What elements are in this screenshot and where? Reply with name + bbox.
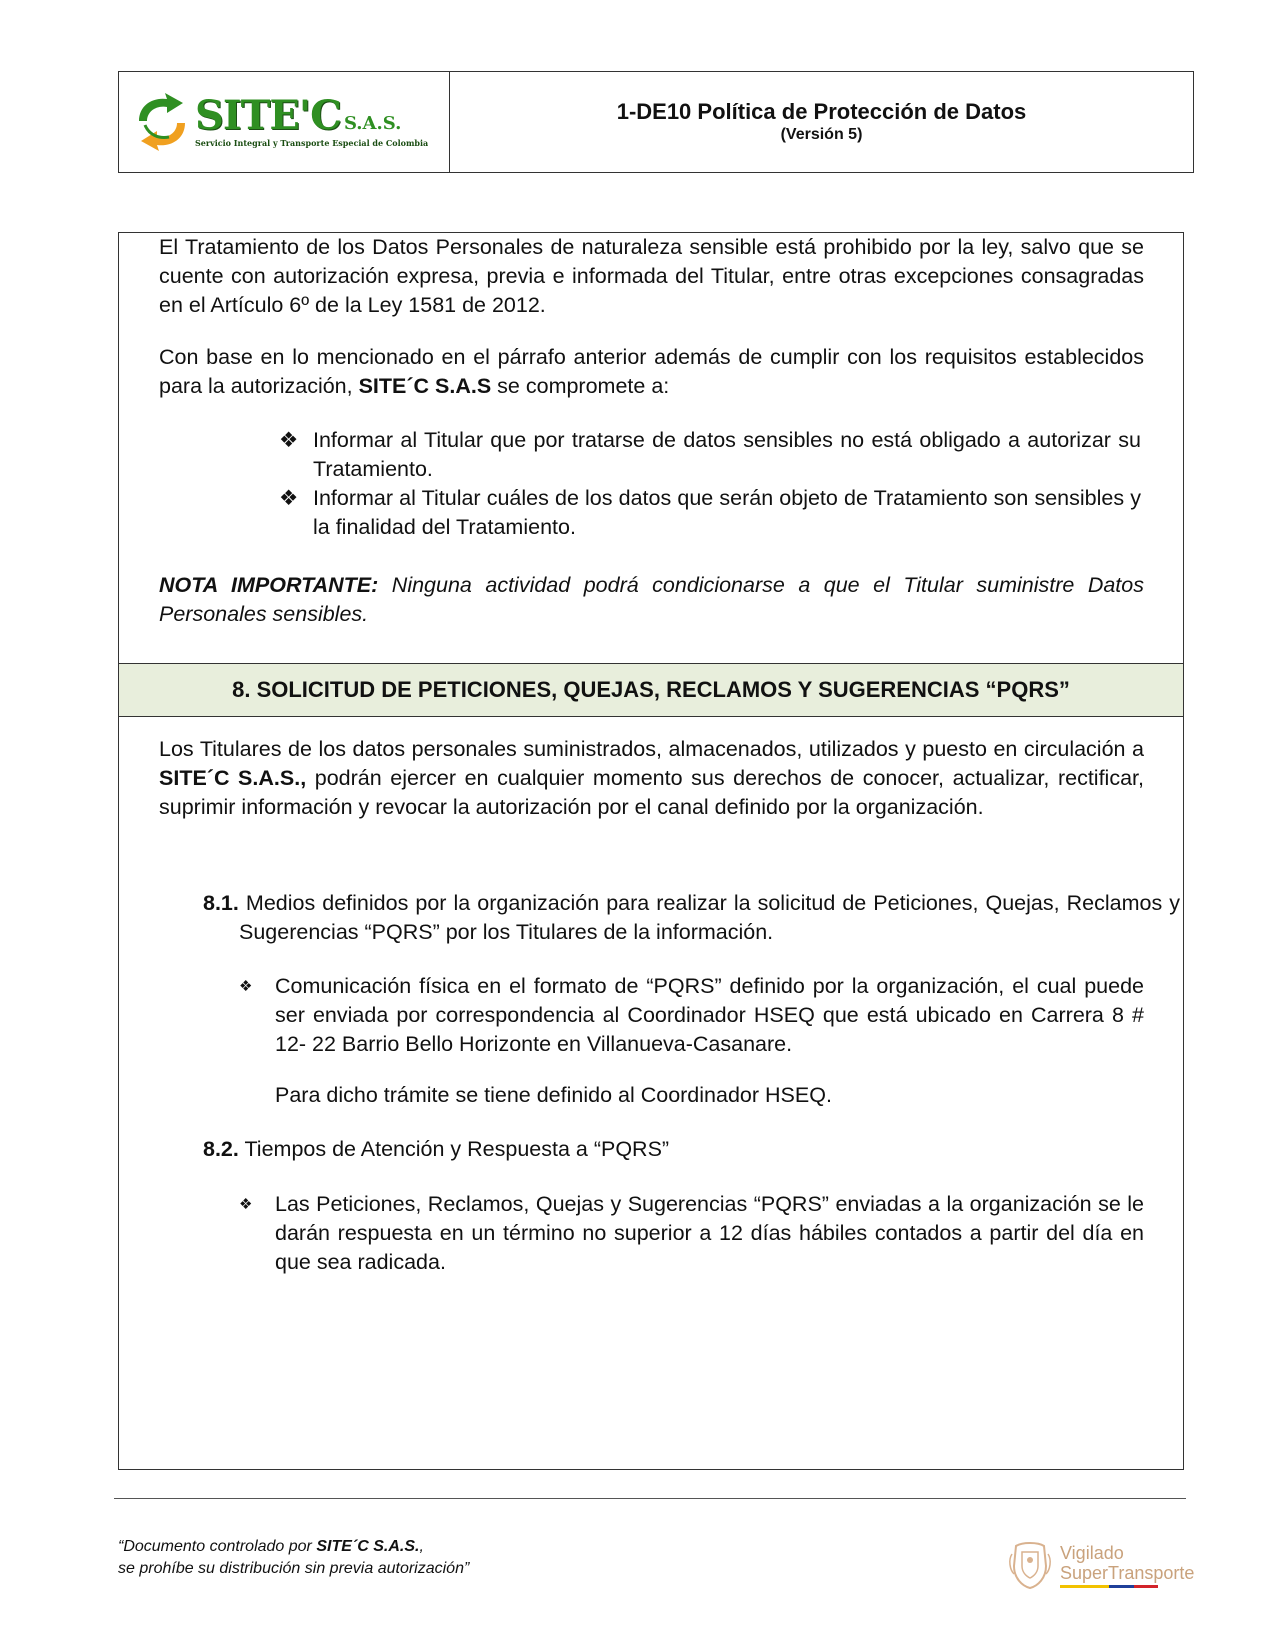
- hseq-responsible: Para dicho trámite se tiene definido al Coordinador HSEQ.: [275, 1083, 832, 1107]
- list-item-text: Comunicación física en el formato de “PQRS” definido por la organización, el cual puede ser enviada por correspondencia al Coordinador HSEQ que está ubicado en Carrera 8 # 12- 22 Barrio Bello Horizonte en Villanueva-Casanare.: [275, 974, 1144, 1056]
- section-8-heading: 8. SOLICITUD DE PETICIONES, QUEJAS, RECLAMOS Y SUGERENCIAS “PQRS”: [119, 663, 1183, 717]
- subsection-text: Tiempos de Atención y Respuesta a “PQRS”: [238, 1137, 670, 1161]
- recycle-arrows-icon: [131, 91, 193, 153]
- title-cell: [450, 72, 1193, 172]
- diamond-bullet-icon: ❖: [279, 486, 299, 510]
- footer-control-note: [118, 1536, 469, 1580]
- document-version: (Versión 5): [780, 126, 863, 143]
- footer-text: “Documento controlado por: [118, 1538, 317, 1555]
- section-8-intro: [159, 735, 1144, 822]
- colombia-flag-stripe: [1060, 1585, 1158, 1588]
- flag-red: [1134, 1585, 1159, 1588]
- paragraph-text: podrán ejercer en cualquier momento sus derechos de conocer, actualizar, rectificar, suprimir información y revocar la autorización por el canal definido por la organización.: [159, 766, 1144, 819]
- flag-yellow: [1060, 1585, 1109, 1588]
- note-text: Ninguna actividad podrá condicionarse a que el Titular suministre Datos Personales sensibles.: [159, 573, 1144, 626]
- paragraph-text: Los Titulares de los datos personales suministrados, almacenados, utilizados y puesto en circulación a: [159, 737, 1144, 761]
- footer-text: se prohíbe su distribución sin previa autorización”: [118, 1560, 470, 1577]
- flag-blue: [1109, 1585, 1134, 1588]
- list-item-text: Las Peticiones, Reclamos, Quejas y Sugerencias “PQRS” enviadas a la organización se le darán respuesta en un término no superior a 12 días hábiles contados a partir del día en que sea radicada.: [275, 1192, 1144, 1274]
- paragraph-text: se compromete a:: [491, 374, 670, 398]
- company-name: SITE´C S.A.S.,: [159, 766, 307, 790]
- subsection-8-1: [203, 889, 1180, 947]
- logo-cell: [119, 72, 450, 172]
- footer-divider: [114, 1498, 1186, 1499]
- diamond-bullet-icon: ❖: [239, 1196, 253, 1213]
- document-title: 1-DE10 Política de Protección de Datos: [616, 99, 1027, 124]
- subsection-8-2: [203, 1135, 1144, 1164]
- list-item: [239, 1190, 1144, 1277]
- note-label: NOTA IMPORTANTE:: [159, 573, 379, 597]
- paragraph-text: Con base en lo mencionado en el párrafo anterior además de cumplir con los requisitos establecidos para la autorización,: [159, 345, 1144, 398]
- list-item-text: Informar al Titular que por tratarse de datos sensibles no está obligado a autorizar su Tratamiento.: [313, 428, 1141, 481]
- content-box: [118, 232, 1184, 1470]
- company-name: SITE´C S.A.S: [358, 374, 492, 398]
- coat-of-arms-icon: [1008, 1540, 1052, 1590]
- diamond-bullet-icon: ❖: [279, 428, 299, 452]
- vigilado-label: Vigilado: [1060, 1542, 1124, 1563]
- vigilado-supertransporte-badge: [1008, 1540, 1194, 1590]
- paragraph-sensitive-data: El Tratamiento de los Datos Personales de naturaleza sensible está prohibido por la ley, salvo que se cuente con autorización expresa, previa e informada del Titular, entre otras excepciones consagradas en el Artículo 6º de la Ley 1581 de 2012.: [159, 235, 1144, 317]
- list-item: [279, 484, 1141, 542]
- subsection-number: 8.1.: [203, 891, 239, 915]
- logo-name: SITE'C: [195, 92, 341, 139]
- logo-tagline: Servicio Integral y Transporte Especial de Colombia: [195, 138, 429, 148]
- supertransporte-label: SuperTransporte: [1060, 1562, 1195, 1583]
- paragraph-commitment-intro: [159, 343, 1144, 401]
- subsection-number: 8.2.: [203, 1137, 239, 1161]
- subsection-text: Medios definidos por la organización para realizar la solicitud de Peticiones, Quejas, Reclamos y Sugerencias “PQRS” por los Titulares de la información.: [238, 891, 1180, 944]
- company-logo: [131, 91, 428, 153]
- important-note: [159, 571, 1144, 629]
- document-header: [118, 71, 1194, 173]
- list-item-text: Informar al Titular cuáles de los datos que serán objeto de Tratamiento son sensibles y la finalidad del Tratamiento.: [313, 486, 1141, 539]
- list-item: [239, 972, 1144, 1059]
- list-item: [279, 426, 1141, 484]
- footer-text: ,: [419, 1538, 424, 1555]
- diamond-bullet-icon: ❖: [239, 978, 253, 995]
- footer-company: SITE´C S.A.S.: [316, 1538, 420, 1555]
- logo-suffix: S.A.S.: [343, 113, 402, 134]
